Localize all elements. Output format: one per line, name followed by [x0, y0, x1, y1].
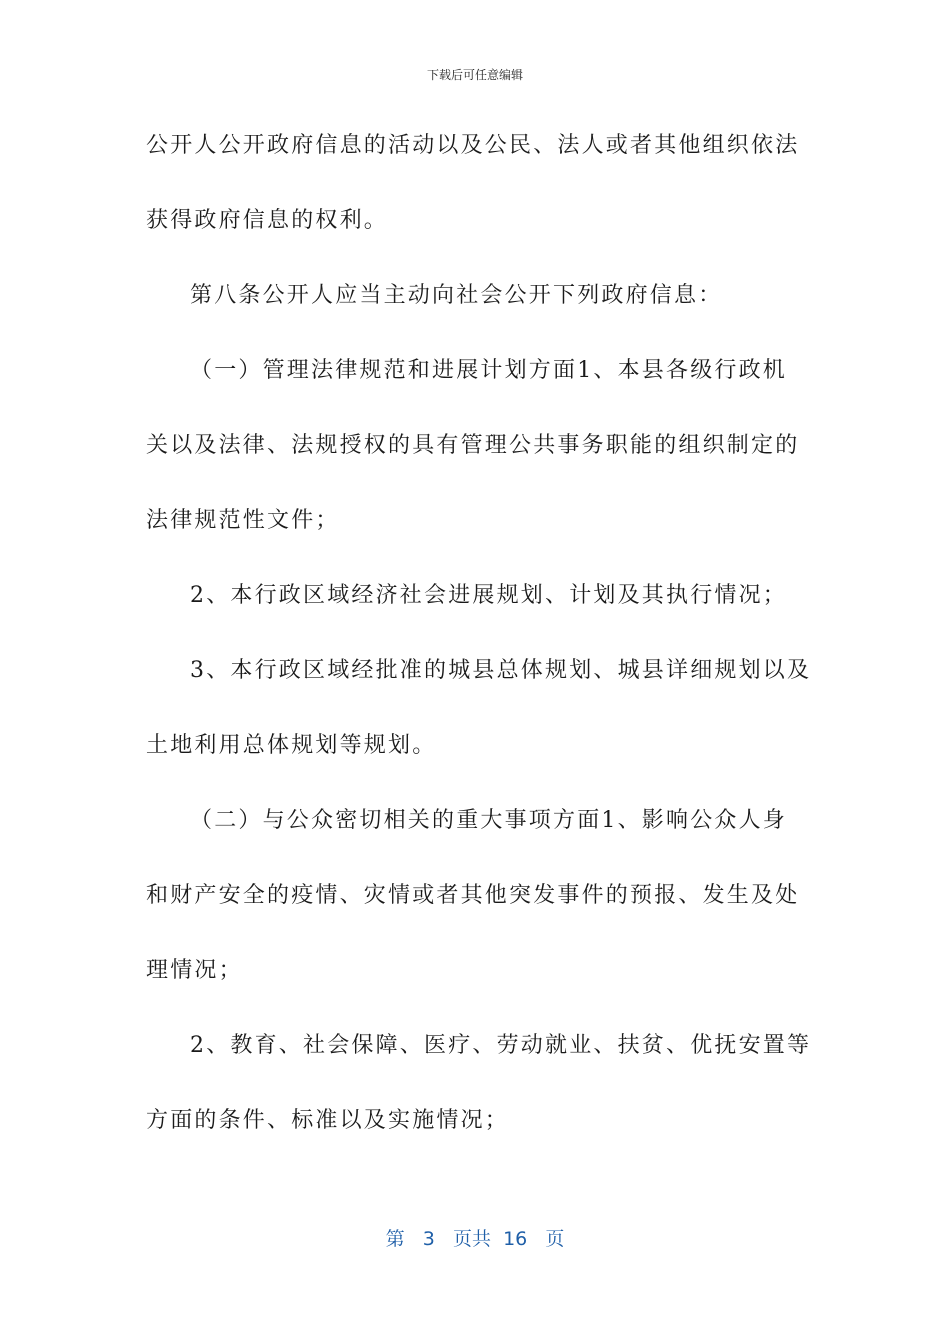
paragraph-line: 和财产安全的疫情、灾情或者其他突发事件的预报、发生及处	[146, 883, 800, 908]
document-body	[146, 121, 812, 1171]
paragraph-line: 第八条公开人应当主动向社会公开下列政府信息：	[190, 283, 723, 308]
paragraph-line: 3、本行政区域经批准的城县总体规划、城县详细规划以及	[190, 658, 812, 683]
paragraph-line: 2、本行政区域经济社会进展规划、计划及其执行情况；	[190, 583, 787, 608]
footer-suffix: 页	[545, 1228, 565, 1250]
paragraph-line: 获得政府信息的权利。	[146, 208, 389, 233]
paragraph-line: （一）管理法律规范和进展计划方面1、本县各级行政机	[190, 358, 787, 383]
page-header-note: 下载后可任意编辑	[426, 68, 523, 82]
paragraph-line: 理情况；	[146, 958, 243, 983]
page-number-footer	[0, 1224, 950, 1251]
current-page-number: 3	[422, 1228, 435, 1250]
footer-prefix: 第	[385, 1228, 405, 1250]
paragraph-line: 土地利用总体规划等规划。	[146, 733, 437, 758]
footer-middle: 页共	[452, 1228, 491, 1250]
paragraph-line: 方面的条件、标准以及实施情况；	[146, 1108, 510, 1133]
paragraph-line: 公开人公开政府信息的活动以及公民、法人或者其他组织依法	[146, 133, 800, 158]
paragraph-line: （二）与公众密切相关的重大事项方面1、影响公众人身	[190, 808, 787, 833]
paragraph-line: 关以及法律、法规授权的具有管理公共事务职能的组织制定的	[146, 433, 800, 458]
paragraph-line: 法律规范性文件；	[146, 508, 340, 533]
total-pages-number: 16	[503, 1228, 528, 1250]
paragraph-line: 2、教育、社会保障、医疗、劳动就业、扶贫、优抚安置等	[190, 1033, 812, 1058]
